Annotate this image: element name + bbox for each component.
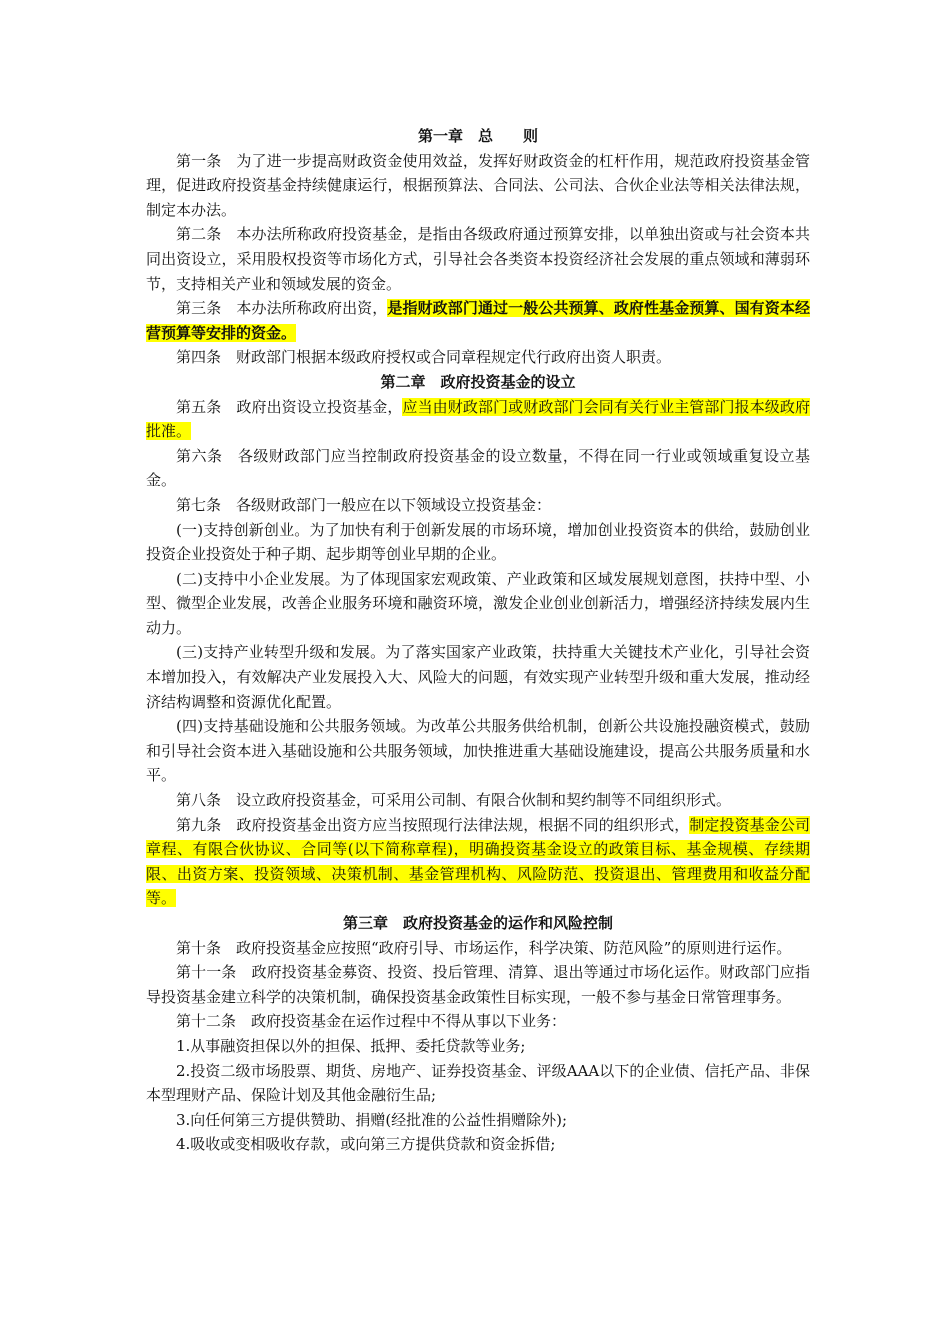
- highlighted-text: 制定投资基金公司章程、有限合伙协议、合同等(以下简称章程)，明确投资基金设立的政策目标、基金规模、存续期限、出资方案、投资领域、决策机制、基金管理机构、风险防范、投资退出、管理费用和收益分配等。: [146, 815, 810, 908]
- article-paragraph: 第五条 政府出资设立投资基金，应当由财政部门或财政部门会同有关行业主管部门报本级政府批准。: [146, 397, 810, 441]
- article-paragraph: 第十二条 政府投资基金在运作过程中不得从事以下业务：: [176, 1012, 567, 1031]
- document-page: [146, 124, 810, 1157]
- article-paragraph: 第十条 政府投资基金应按照“政府引导、市场运作，科学决策、防范风险”的原则进行运作。: [176, 938, 792, 957]
- article-paragraph: 第九条 政府投资基金出资方应当按照现行法律法规，根据不同的组织形式，制定投资基金公司章程、有限合伙协议、合同等(以下简称章程)，明确投资基金设立的政策目标、基金规模、存续期限、出资方案、投资领域、决策机制、基金管理机构、风险防范、投资退出、管理费用和收益分配等。: [146, 815, 810, 908]
- list-item: 1.从事融资担保以外的担保、抵押、委托贷款等业务;: [176, 1036, 526, 1055]
- chapter-title: 第二章 政府投资基金的设立: [380, 372, 576, 391]
- article-paragraph: 第四条 财政部门根据本级政府授权或合同章程规定代行政府出资人职责。: [176, 348, 672, 367]
- article-paragraph: 第七条 各级财政部门一般应在以下领域设立投资基金：: [176, 495, 552, 514]
- article-paragraph: 第八条 设立政府投资基金，可采用公司制、有限合伙制和契约制等不同组织形式。: [176, 791, 732, 810]
- article-paragraph: 第十一条 政府投资基金募资、投资、投后管理、清算、退出等通过市场化运作。财政部门应指导投资基金建立科学的决策机制，确保投资基金政策性目标实现，一般不参与基金日常管理事务。: [146, 963, 810, 1006]
- highlighted-text: 是指财政部门通过一般公共预算、政府性基金预算、国有资本经营预算等安排的资金。: [146, 299, 810, 342]
- list-item: 3.向任何第三方提供赞助、捐赠(经批准的公益性捐赠除外);: [176, 1110, 568, 1129]
- article-paragraph: 第六条 各级财政部门应当控制政府投资基金的设立数量，不得在同一行业或领域重复设立基金。: [146, 446, 810, 490]
- article-paragraph: 第三条 本办法所称政府出资，是指财政部门通过一般公共预算、政府性基金预算、国有资本经营预算等安排的资金。: [146, 299, 810, 342]
- list-item: 2.投资二级市场股票、期货、房地产、证券投资基金、评级AAA以下的企业债、信托产品、非保本型理财产品、保险计划及其他金融衍生品;: [146, 1061, 810, 1105]
- chapter-title: 第三章 政府投资基金的运作和风险控制: [342, 914, 613, 932]
- highlighted-text: 应当由财政部门或财政部门会同有关行业主管部门报本级政府批准。: [146, 397, 810, 441]
- list-item: (二)支持中小企业发展。为了体现国家宏观政策、产业政策和区域发展规划意图，扶持中型、小型、微型企业发展，改善企业服务环境和融资环境，激发企业创业创新活力，增强经济持续发展内生动力。: [146, 569, 810, 637]
- article-paragraph: 第二条 本办法所称政府投资基金，是指由各级政府通过预算安排，以单独出资或与社会资本共同出资设立，采用股权投资等市场化方式，引导社会各类资本投资经济社会发展的重点领域和薄弱环节，支持相关产业和领域发展的资金。: [146, 225, 810, 293]
- list-item: (四)支持基础设施和公共服务领域。为改革公共服务供给机制，创新公共设施投融资模式，鼓励和引导社会资本进入基础设施和公共服务领域，加快推进重大基础设施建设，提高公共服务质量和水平。: [146, 717, 810, 785]
- list-item: (一)支持创新创业。为了加快有利于创新发展的市场环境，增加创业投资资本的供给，鼓励创业投资企业投资处于种子期、起步期等创业早期的企业。: [146, 520, 810, 564]
- article-paragraph: 第一条 为了进一步提高财政资金使用效益，发挥好财政资金的杠杆作用，规范政府投资基金管理，促进政府投资基金持续健康运行，根据预算法、合同法、公司法、合伙企业法等相关法律法规，制定本办法。: [146, 151, 810, 219]
- chapter-title: 第一章 总 则: [417, 127, 538, 145]
- list-item: 4.吸收或变相吸收存款，或向第三方提供贷款和资金拆借;: [176, 1135, 556, 1154]
- list-item: (三)支持产业转型升级和发展。为了落实国家产业政策，扶持重大关键技术产业化，引导社会资本增加投入，有效解决产业发展投入大、风险大的问题，有效实现产业转型升级和重大发展，推动经济结构调整和资源优化配置。: [146, 643, 810, 711]
